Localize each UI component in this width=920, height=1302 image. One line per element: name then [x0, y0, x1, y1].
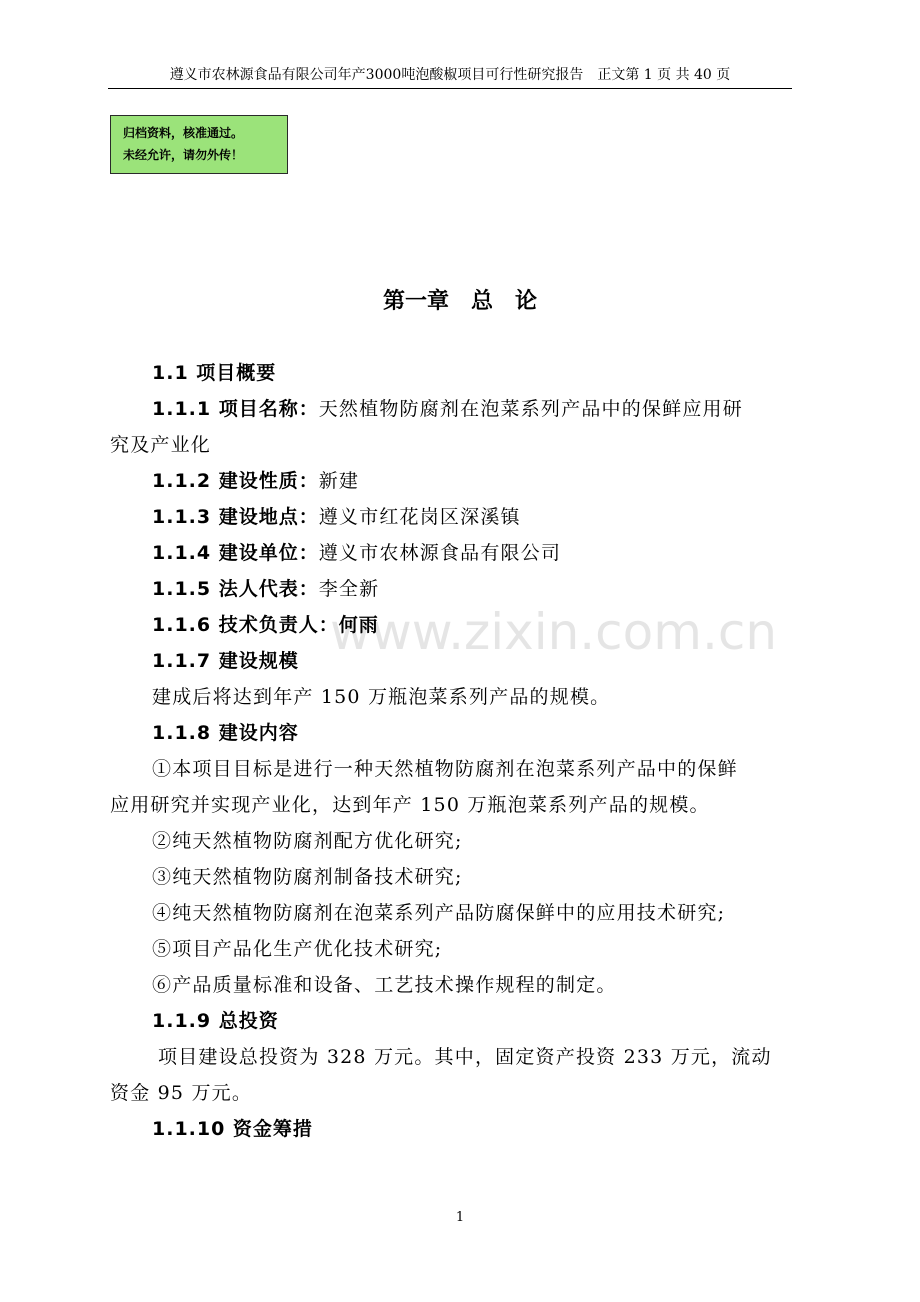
construction-site-label: 1.1.3 建设地点：	[152, 506, 319, 528]
content-item-5: ⑤项目产品化生产优化技术研究;	[152, 938, 443, 960]
scale-text: 建成后将达到年产 150 万瓶泡菜系列产品的规模。	[152, 686, 611, 708]
section-1-1-8	[152, 718, 299, 745]
header-rule	[108, 88, 792, 89]
project-name-continued: 究及产业化	[110, 434, 212, 456]
investment-text: 项目建设总投资为 328 万元。其中，固定资产投资 233 万元，流动	[158, 1046, 772, 1068]
page-number: 1	[455, 1210, 465, 1225]
stamp-line-2: 未经允许，请勿外传！	[123, 148, 244, 162]
scale-heading: 1.1.7 建设规模	[152, 650, 299, 672]
section-1-1-5	[152, 574, 379, 601]
chapter-title: 第一章 总 论	[382, 289, 537, 314]
section-1-1-4	[152, 538, 561, 565]
section-1-1-10	[152, 1114, 313, 1141]
construction-nature-value: 新建	[318, 470, 360, 492]
section-1-1-1	[152, 394, 743, 421]
content-item-2: ②纯天然植物防腐剂配方优化研究;	[152, 830, 463, 852]
content-item-3: ③纯天然植物防腐剂制备技术研究;	[152, 866, 463, 888]
section-1-1-heading: 1.1 项目概要	[152, 362, 277, 384]
legal-rep-value: 李全新	[318, 578, 380, 600]
investment-heading: 1.1.9 总投资	[152, 1010, 279, 1032]
section-1-1-9	[152, 1006, 279, 1033]
construction-unit-value: 遵义市农林源食品有限公司	[318, 542, 562, 564]
content-item-1-continued: 应用研究并实现产业化，达到年产 150 万瓶泡菜系列产品的规模。	[110, 794, 710, 816]
construction-site-value: 遵义市红花岗区深溪镇	[318, 506, 521, 528]
stamp-line-1: 归档资料，核准通过。	[123, 126, 244, 140]
content-item-4: ④纯天然植物防腐剂在泡菜系列产品防腐保鲜中的应用技术研究;	[152, 902, 726, 924]
section-1-1-3	[152, 502, 521, 529]
project-name-label: 1.1.1 项目名称：	[152, 398, 319, 420]
page-header: 遵义市农林源食品有限公司年产3000吨泡酸椒项目可行性研究报告 正文第 1 页 共 40 页	[169, 67, 731, 83]
section-1-1-6	[152, 610, 379, 637]
investment-text-continued: 资金 95 万元。	[110, 1082, 253, 1104]
section-1-1-2	[152, 466, 359, 493]
archive-stamp	[110, 115, 288, 174]
tech-lead-heading: 1.1.6 技术负责人：何雨	[152, 614, 379, 636]
legal-rep-label: 1.1.5 法人代表：	[152, 578, 319, 600]
content-item-1: ①本项目目标是进行一种天然植物防腐剂在泡菜系列产品中的保鲜	[152, 758, 738, 780]
content-heading: 1.1.8 建设内容	[152, 722, 299, 744]
watermark: www.zixin.com.cn	[330, 603, 778, 661]
section-1-1-7	[152, 646, 299, 673]
funding-heading: 1.1.10 资金筹措	[152, 1118, 313, 1140]
construction-unit-label: 1.1.4 建设单位：	[152, 542, 319, 564]
construction-nature-label: 1.1.2 建设性质：	[152, 470, 319, 492]
content-item-6: ⑥产品质量标准和设备、工艺技术操作规程的制定。	[152, 974, 617, 996]
section-1-1	[152, 358, 276, 385]
project-name-value: 天然植物防腐剂在泡菜系列产品中的保鲜应用研	[318, 398, 743, 420]
